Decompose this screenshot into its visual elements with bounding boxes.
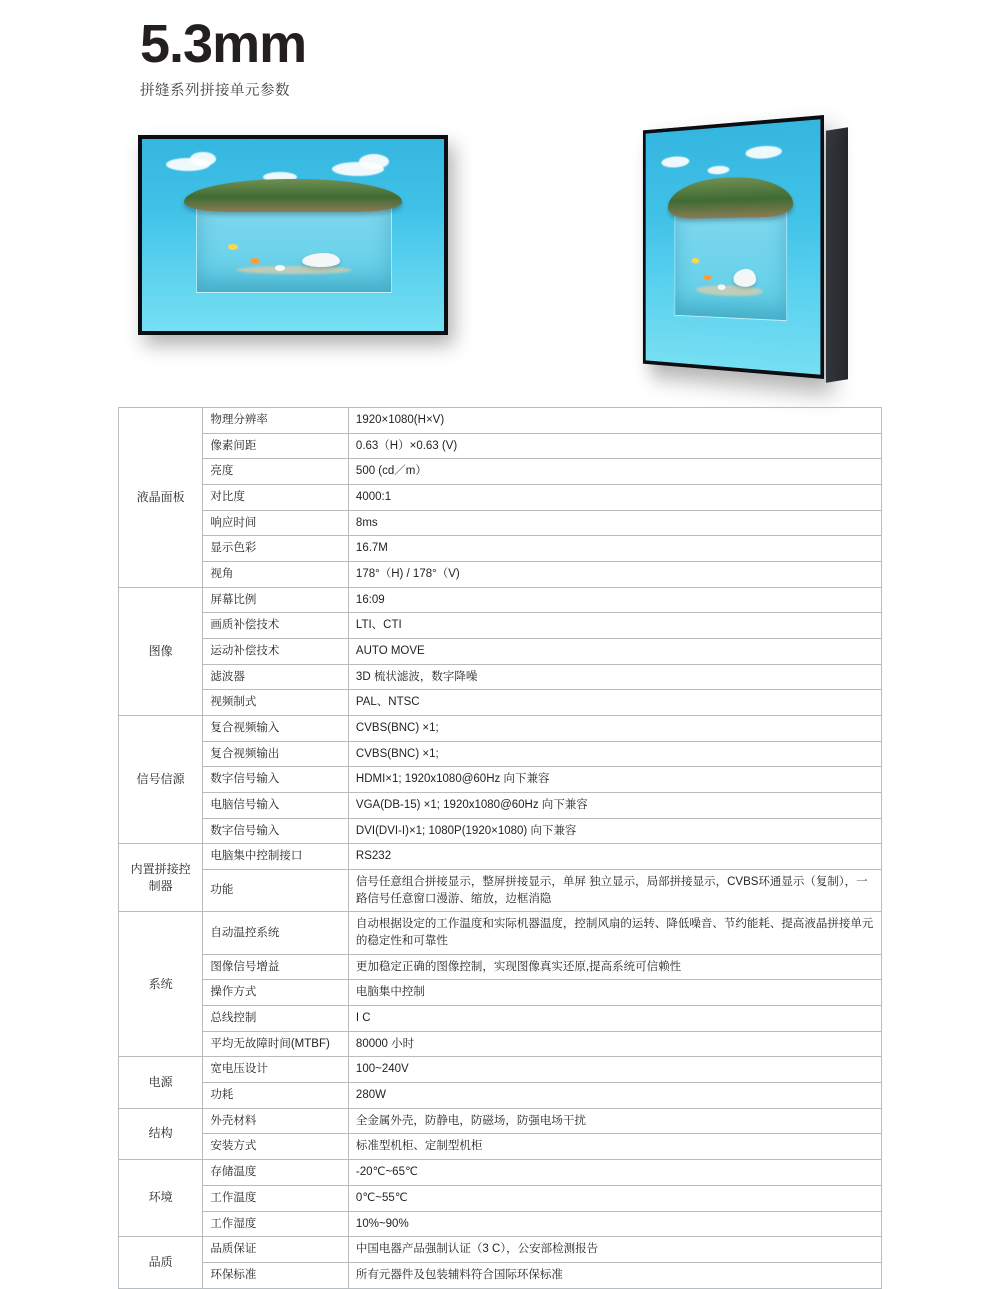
spec-item-label: 功能 xyxy=(203,870,349,912)
spec-group-label: 环境 xyxy=(119,1160,203,1237)
table-row xyxy=(119,1108,882,1134)
table-row xyxy=(119,844,882,870)
underwater-island-artwork-angled xyxy=(646,119,821,374)
spec-item-label: 视频制式 xyxy=(203,690,349,716)
spec-item-value: 3D 梳状滤波，数字降噪 xyxy=(348,664,881,690)
table-row xyxy=(119,1057,882,1083)
spec-item-value: 4000:1 xyxy=(348,485,881,511)
table-row xyxy=(119,1211,882,1237)
spec-item-value: 178°（H) / 178°（V) xyxy=(348,562,881,588)
table-row xyxy=(119,664,882,690)
spec-group-label: 结构 xyxy=(119,1108,203,1159)
table-row xyxy=(119,613,882,639)
spec-item-label: 品质保证 xyxy=(203,1237,349,1263)
spec-item-label: 屏幕比例 xyxy=(203,587,349,613)
spec-item-value: 信号任意组合拼接显示，整屏拼接显示，单屏 独立显示，局部拼接显示，CVBS环通显示（复制），一路信号任意窗口漫游、缩放，边框消隐 xyxy=(348,870,881,912)
spec-group-label: 信号信源 xyxy=(119,716,203,844)
table-row xyxy=(119,510,882,536)
spec-item-label: 视角 xyxy=(203,562,349,588)
spec-item-value: 10%~90% xyxy=(348,1211,881,1237)
spec-item-value: 全金属外壳，防静电，防磁场，防强电场干扰 xyxy=(348,1108,881,1134)
spec-item-value: 自动根据设定的工作温度和实际机器温度，控制风扇的运转、降低噪音、节约能耗、提高液晶拼接单元的稳定性和可靠性 xyxy=(348,912,881,954)
table-row xyxy=(119,793,882,819)
spec-group-label: 液晶面板 xyxy=(119,408,203,588)
spec-item-label: 数字信号输入 xyxy=(203,818,349,844)
spec-item-value: 16.7M xyxy=(348,536,881,562)
table-row xyxy=(119,587,882,613)
table-row xyxy=(119,1134,882,1160)
spec-item-label: 像素间距 xyxy=(203,433,349,459)
spec-item-label: 环保标准 xyxy=(203,1262,349,1288)
spec-item-label: 图像信号增益 xyxy=(203,954,349,980)
table-row xyxy=(119,1006,882,1032)
table-row xyxy=(119,485,882,511)
spec-item-label: 数字信号输入 xyxy=(203,767,349,793)
table-row xyxy=(119,912,882,954)
spec-group-label: 图像 xyxy=(119,587,203,715)
angled-panel-screen xyxy=(646,119,821,374)
product-image-area xyxy=(0,115,990,400)
spec-item-value: 500 (cd／m） xyxy=(348,459,881,485)
spec-item-value: -20℃~65℃ xyxy=(348,1160,881,1186)
spec-item-label: 外壳材料 xyxy=(203,1108,349,1134)
table-row xyxy=(119,954,882,980)
table-row xyxy=(119,767,882,793)
spec-group-label: 内置拼接控制器 xyxy=(119,844,203,912)
spec-item-label: 显示色彩 xyxy=(203,536,349,562)
table-row xyxy=(119,716,882,742)
spec-item-value: I C xyxy=(348,1006,881,1032)
spec-item-value: CVBS(BNC) ×1; xyxy=(348,741,881,767)
spec-item-label: 复合视频输入 xyxy=(203,716,349,742)
table-row xyxy=(119,1031,882,1057)
table-row xyxy=(119,1237,882,1263)
spec-item-label: 自动温控系统 xyxy=(203,912,349,954)
spec-item-label: 电脑信号输入 xyxy=(203,793,349,819)
spec-item-label: 操作方式 xyxy=(203,980,349,1006)
spec-item-label: 亮度 xyxy=(203,459,349,485)
spec-item-label: 存储温度 xyxy=(203,1160,349,1186)
spec-item-value: 80000 小时 xyxy=(348,1031,881,1057)
spec-item-value: 0℃~55℃ xyxy=(348,1185,881,1211)
table-row xyxy=(119,562,882,588)
spec-item-value: 电脑集中控制 xyxy=(348,980,881,1006)
specifications-table xyxy=(118,407,882,1289)
front-facing-display-panel xyxy=(138,135,448,335)
spec-item-value: 中国电器产品强制认证（3 C），公安部检测报告 xyxy=(348,1237,881,1263)
spec-item-value: AUTO MOVE xyxy=(348,639,881,665)
table-row xyxy=(119,639,882,665)
spec-item-label: 画质补偿技术 xyxy=(203,613,349,639)
spec-item-value: 1920×1080(H×V) xyxy=(348,408,881,434)
spec-item-label: 安装方式 xyxy=(203,1134,349,1160)
spec-item-value: 更加稳定正确的图像控制，实现图像真实还原,提高系统可信赖性 xyxy=(348,954,881,980)
spec-item-label: 响应时间 xyxy=(203,510,349,536)
spec-item-label: 滤波器 xyxy=(203,664,349,690)
spec-item-label: 功耗 xyxy=(203,1083,349,1109)
spec-item-value: 8ms xyxy=(348,510,881,536)
spec-item-label: 复合视频输出 xyxy=(203,741,349,767)
spec-item-value: HDMI×1; 1920x1080@60Hz 向下兼容 xyxy=(348,767,881,793)
spec-item-value: 16:09 xyxy=(348,587,881,613)
spec-item-value: 0.63（H）×0.63 (V) xyxy=(348,433,881,459)
spec-item-label: 对比度 xyxy=(203,485,349,511)
spec-item-label: 总线控制 xyxy=(203,1006,349,1032)
table-row xyxy=(119,870,882,912)
spec-group-label: 系统 xyxy=(119,912,203,1057)
table-row xyxy=(119,741,882,767)
spec-item-value: 100~240V xyxy=(348,1057,881,1083)
spec-item-value: 280W xyxy=(348,1083,881,1109)
spec-group-label: 品质 xyxy=(119,1237,203,1288)
spec-item-value: 标准型机柜、定制型机柜 xyxy=(348,1134,881,1160)
spec-item-label: 宽电压设计 xyxy=(203,1057,349,1083)
page-subtitle: 拼缝系列拼接单元参数 xyxy=(140,82,290,99)
table-row xyxy=(119,818,882,844)
table-row xyxy=(119,459,882,485)
spec-item-label: 平均无故障时间(MTBF) xyxy=(203,1031,349,1057)
table-row xyxy=(119,433,882,459)
spec-item-value: CVBS(BNC) ×1; xyxy=(348,716,881,742)
spec-item-label: 电脑集中控制接口 xyxy=(203,844,349,870)
spec-item-value: LTI、CTI xyxy=(348,613,881,639)
underwater-island-artwork xyxy=(142,139,444,331)
table-row xyxy=(119,1262,882,1288)
table-row xyxy=(119,408,882,434)
spec-item-value: 所有元器件及包装辅料符合国际环保标准 xyxy=(348,1262,881,1288)
table-row xyxy=(119,980,882,1006)
panel-side-edge xyxy=(826,127,848,382)
angled-display-panel xyxy=(596,115,856,385)
table-row xyxy=(119,1160,882,1186)
spec-item-label: 运动补偿技术 xyxy=(203,639,349,665)
spec-item-value: PAL、NTSC xyxy=(348,690,881,716)
table-row xyxy=(119,1185,882,1211)
spec-item-value: DVI(DVI-I)×1; 1080P(1920×1080) 向下兼容 xyxy=(348,818,881,844)
front-panel-screen xyxy=(142,139,444,331)
page-header xyxy=(140,16,306,100)
table-row xyxy=(119,1083,882,1109)
spec-item-label: 工作湿度 xyxy=(203,1211,349,1237)
spec-item-label: 物理分辨率 xyxy=(203,408,349,434)
spec-item-value: VGA(DB-15) ×1; 1920x1080@60Hz 向下兼容 xyxy=(348,793,881,819)
table-row xyxy=(119,536,882,562)
spec-item-label: 工作温度 xyxy=(203,1185,349,1211)
page-title: 5.3mm xyxy=(140,14,307,74)
table-row xyxy=(119,690,882,716)
spec-group-label: 电源 xyxy=(119,1057,203,1108)
spec-item-value: RS232 xyxy=(348,844,881,870)
